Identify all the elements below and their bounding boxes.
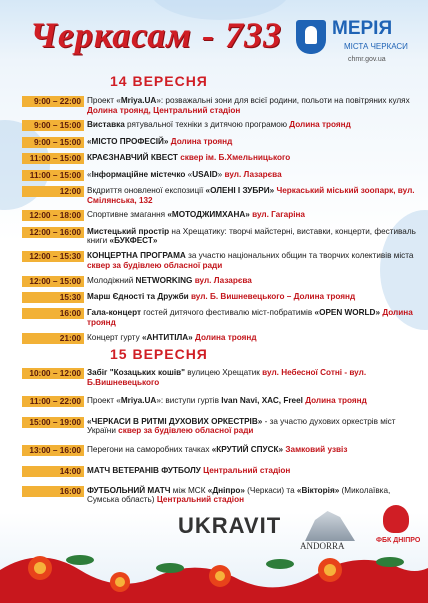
event-row [22,153,417,164]
event-description [87,251,417,270]
event-location: вул. Лазарєва [194,275,252,285]
event-description [87,308,417,327]
event-text: Перегони на саморобних тачках [87,445,212,455]
event-time: 9:00 – 15:00 [22,137,84,148]
event-description [87,120,417,130]
event-text: (Черкаси) та [244,485,297,495]
event-time: 11:00 – 15:00 [22,170,84,181]
event-text: »: виступи гуртів [156,396,222,406]
event-description [87,210,417,220]
event-text: Інформаційне містечко [91,169,186,179]
event-row [22,120,417,131]
event-text: КРАЄЗНАВЧИЙ КВЕСТ [87,153,178,163]
event-location: Долина троянд [87,308,413,327]
event-description [87,368,417,387]
event-text: між МСК [170,485,208,495]
floral-ornament [0,540,428,603]
event-location: Центральний стадіон [203,465,291,475]
event-text: Гала-концерт [87,308,141,318]
event-text: Виставка [87,120,125,130]
event-location: Замковий узвіз [285,445,348,455]
andorra-building-icon [305,511,355,541]
event-location: Центральний стадіон [156,495,245,505]
event-time: 21:00 [22,333,84,344]
event-text: - за участю духових оркестрів міст України [87,416,396,436]
event-description [87,276,417,286]
event-description [87,137,417,147]
event-text: «МІСТО ПРОФЕСІЙ» [87,136,169,146]
event-time: 11:00 – 22:00 [22,396,84,407]
event-location: сквер за будівлею обласної ради [87,260,223,270]
schedule-day-1 [22,96,417,344]
event-row [22,308,417,327]
event-description [87,186,417,205]
event-text: »: розважальні зони для всієї родини, польоти на повітряних кулях [156,96,410,105]
event-text: Мистецький простір [87,226,170,236]
event-location: Долина троянд [305,396,367,406]
event-text: МАТЧ ВЕТЕРАНІВ ФУТБОЛУ [87,465,201,475]
event-time: 12:00 – 18:00 [22,210,84,221]
event-text: «Вікторія» [296,485,340,495]
event-time: 14:00 [22,466,84,477]
event-row [22,466,417,477]
event-location: Долина троянд [170,136,233,146]
event-text: на Хрещатику: творчі майстерні, виставки, концерти, фестиваль книги [87,226,416,246]
event-text: (Миколаївка, Сумська область) [87,485,391,505]
event-row [22,137,417,148]
event-time: 9:00 – 15:00 [22,120,84,131]
day-heading: 15 ВЕРЕСНЯ [110,346,208,362]
ukravit-logo: UKRAVIT [178,513,282,538]
event-text: NETWORKING [135,275,193,285]
event-row [22,96,417,115]
logo-subtitle: МІСТА ЧЕРКАСИ [344,42,408,51]
event-text: Mriya.UA [120,96,157,105]
event-time: 9:00 – 22:00 [22,96,84,107]
schedule-day-2 [22,368,417,505]
event-text: «МОТОДЖИМХАНА» [167,210,250,220]
event-description [87,396,417,406]
logo-url[interactable]: chmr.gov.ua [348,56,386,63]
event-row [22,417,417,436]
event-text: «КРУТИЙ СПУСК» [211,445,284,455]
event-description [87,466,417,476]
event-row [22,170,417,181]
event-row [22,276,417,287]
event-time: 16:00 [22,486,84,497]
event-text: Марш Єдності та Дружби [87,292,189,302]
event-location: вул. Небесної Сотні - вул. Б.Вишневецького [87,368,367,387]
event-location: сквер ім. Б.Хмельницького [180,153,291,163]
event-location: вул. Б. Вишневецького – Долина троянд [190,292,356,302]
event-location: Долина троянд, Центральний стадіон [87,105,241,115]
poster-title: Черкасам - 733 [30,15,282,55]
event-row [22,210,417,221]
event-text: «OPEN WORLD» [314,308,381,318]
event-time: 16:00 [22,308,84,319]
event-text: Спортивне змагання [87,210,168,220]
event-time: 15:00 – 19:00 [22,417,84,428]
event-time: 12:00 – 16:00 [22,227,84,238]
event-location: Долина троянд [195,332,257,342]
event-text: гостей дитячого фестивалю міст-побратимів [141,308,315,318]
dnipro-logo: ФБК ДНІПРО [376,537,421,544]
event-description [87,445,417,455]
event-time: 10:00 – 12:00 [22,368,84,379]
event-text: Молодіжний [87,275,136,285]
coat-of-arms-icon [296,20,326,54]
event-row [22,292,417,303]
event-row [22,227,417,246]
event-location: сквер за будівлею обласної ради [118,426,254,436]
event-text: Ivan Navi, ХАС, Freel [221,396,303,406]
event-text: Проект « [87,396,121,406]
event-text: рятувальної техніки з дитячою програмою [124,120,290,130]
event-text: вулицею Хрещатик [185,368,263,377]
event-description [87,333,417,343]
dnipro-emblem-icon [383,505,409,533]
city-hall-logo[interactable] [296,18,416,68]
event-text: USAID [192,169,218,179]
event-text: за участю національних общин та творчих колективів міста [185,251,414,261]
day-heading: 14 ВЕРЕСНЯ [110,73,208,89]
event-text: «АНТИТІЛА» [141,332,193,342]
event-time: 13:00 – 16:00 [22,445,84,456]
event-text: « [185,169,193,179]
event-text: Проект « [87,96,121,105]
event-text: Концерт гурту [87,332,142,342]
event-time: 15:30 [22,292,84,303]
event-description [87,96,417,115]
event-location: вул. Гагаріна [252,210,305,220]
event-text: «БУКФЕСТ» [109,236,158,246]
event-description [87,292,417,302]
event-description [87,227,417,246]
event-description [87,486,417,505]
event-row [22,396,417,407]
event-location: Долина троянд [289,120,351,130]
event-description [87,170,417,180]
event-row [22,368,417,387]
event-text: Mriya.UA [120,396,157,406]
event-text: Вкдриття оновленої експозиції [87,186,206,196]
event-text: «ЧЕРКАСИ В РИТМІ ДУХОВИХ ОРКЕСТРІВ» [87,416,263,426]
event-text: » [217,169,225,179]
event-text: «ОЛЕНІ І ЗУБРИ» [205,186,275,196]
event-text: «Дніпро» [207,485,245,495]
event-row [22,486,417,505]
logo-name: МЕРІЯ [332,18,393,39]
andorra-logo: ANDORRA [300,541,345,551]
event-row [22,251,417,270]
event-row [22,186,417,205]
event-row [22,333,417,344]
event-location: вул. Лазарєва [224,169,282,179]
event-description [87,417,417,436]
event-text: КОНЦЕРТНА ПРОГРАМА [87,251,186,261]
event-time: 12:00 [22,186,84,197]
event-time: 11:00 – 15:00 [22,153,84,164]
event-time: 12:00 – 15:00 [22,276,84,287]
event-text: « [87,169,92,179]
event-row [22,445,417,456]
event-text: Забіг "Козацьких кошів" [87,368,186,377]
event-text: ФУТБОЛЬНИЙ МАТЧ [87,485,171,495]
event-time: 12:00 – 15:30 [22,251,84,262]
event-location: Черкаський міський зоопарк, вул. Смілянська, 132 [87,186,415,205]
event-description [87,153,417,163]
